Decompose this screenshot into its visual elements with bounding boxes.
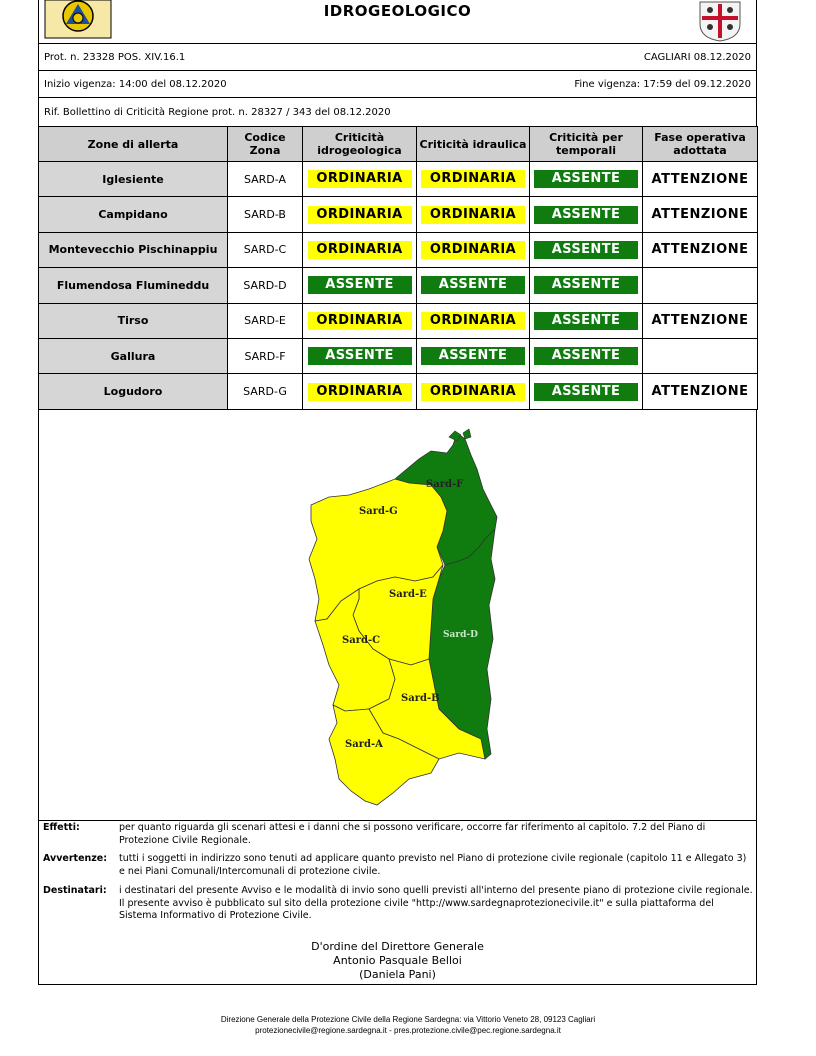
criticita-idrogeologica-badge-cell <box>303 232 417 267</box>
table-row <box>39 232 758 267</box>
table-row <box>39 338 758 373</box>
map-label-sard-a: Sard-A <box>345 739 383 750</box>
zone-name-cell <box>39 232 228 267</box>
criticita-idraulica-badge-cell <box>417 197 530 232</box>
criticita-temporali-badge: ASSENTE <box>534 312 638 330</box>
note-avvertenze <box>43 853 755 878</box>
protocol-number: Prot. n. 23328 POS. XIV.16.1 <box>44 51 186 63</box>
criticita-temporali-badge-cell <box>530 268 643 303</box>
criticita-idrogeologica-badge: ORDINARIA <box>308 241 412 259</box>
zone-name-cell <box>39 197 228 232</box>
zone-code: SARD-D <box>243 278 287 292</box>
operative-phase-cell <box>643 197 758 232</box>
zone-code: SARD-A <box>243 172 287 186</box>
operative-phase-cell <box>643 303 758 338</box>
signature-line-3: (Daniela Pani) <box>359 968 436 981</box>
zone-code-cell <box>228 162 303 197</box>
criticita-idraulica-badge-cell <box>417 232 530 267</box>
header-zone: Zone di allerta <box>39 127 228 162</box>
criticita-idraulica-badge: ORDINARIA <box>421 170 525 188</box>
bulletin-reference: Rif. Bollettino di Criticità Regione prot. n. 28327 / 343 del 08.12.2020 <box>44 106 391 118</box>
criticita-temporali-badge-cell <box>530 374 643 409</box>
notes-section <box>38 821 757 985</box>
zone-code: SARD-B <box>244 208 286 222</box>
validity-start: Inizio vigenza: 14:00 del 08.12.2020 <box>44 78 227 90</box>
zone-code-cell <box>228 374 303 409</box>
header-idraulica: Criticità idraulica <box>417 127 530 162</box>
criticita-idraulica-badge: ORDINARIA <box>421 383 525 401</box>
criticita-idrogeologica-badge: ORDINARIA <box>308 383 412 401</box>
criticita-temporali-badge: ASSENTE <box>534 206 638 224</box>
zone-code: SARD-C <box>243 243 287 257</box>
table-row <box>39 197 758 232</box>
alert-zones-table <box>38 126 758 410</box>
criticita-idraulica-badge: ORDINARIA <box>421 206 525 224</box>
zone-code-cell <box>228 338 303 373</box>
zone-name: Logudoro <box>103 385 163 399</box>
criticita-idrogeologica-badge: ORDINARIA <box>308 206 412 224</box>
signature-block <box>39 940 756 982</box>
map-label-sard-d: Sard-D <box>443 630 478 640</box>
protocol-row <box>38 44 757 71</box>
note-effetti-label: Effetti: <box>43 822 80 833</box>
criticita-idraulica-badge-cell <box>417 374 530 409</box>
criticita-temporali-badge: ASSENTE <box>534 276 638 294</box>
zone-name: Campidano <box>98 208 168 222</box>
criticita-idrogeologica-badge: ORDINARIA <box>308 312 412 330</box>
operative-phase-cell <box>643 232 758 267</box>
reference-row <box>38 98 757 126</box>
note-effetti-text: per quanto riguarda gli scenari attesi e i danni che si possono verificare, occorre far riferimento al capitolo. 7.2 del Piano di Protezione Civile Regionale. <box>119 822 706 846</box>
place-date: CAGLIARI 08.12.2020 <box>643 51 751 63</box>
criticita-idrogeologica-badge: ORDINARIA <box>308 170 412 188</box>
zone-code: SARD-F <box>244 349 286 363</box>
table-row <box>39 303 758 338</box>
page-title: IDROGEOLOGICO <box>323 2 472 20</box>
note-effetti <box>43 822 755 847</box>
table-header-row <box>39 127 758 162</box>
operative-phase: ATTENZIONE <box>651 242 749 258</box>
table-row <box>39 268 758 303</box>
note-destinatari <box>43 885 755 923</box>
zone-name: Montevecchio Pischinappiu <box>48 243 218 257</box>
table-row <box>39 374 758 409</box>
criticita-temporali-badge: ASSENTE <box>534 347 638 365</box>
operative-phase-cell <box>643 338 758 373</box>
table-row <box>39 162 758 197</box>
operative-phase: ATTENZIONE <box>651 384 749 400</box>
zone-name-cell <box>39 374 228 409</box>
page-footer <box>0 1014 816 1036</box>
operative-phase: ATTENZIONE <box>651 171 749 187</box>
zone-name-cell <box>39 303 228 338</box>
footer-address: Direzione Generale della Protezione Civile della Regione Sardegna: via Vittorio Veneto 28, 09123 Cagliari <box>220 1015 596 1024</box>
sardinia-map <box>39 409 758 821</box>
criticita-temporali-badge-cell <box>530 232 643 267</box>
zone-code-cell <box>228 303 303 338</box>
footer-emails: protezionecivile@regione.sardegna.it - pres.protezione.civile@pec.regione.sardegna.it <box>255 1026 561 1035</box>
zone-code: SARD-G <box>243 385 287 399</box>
operative-phase: ATTENZIONE <box>651 313 749 329</box>
zone-name-cell <box>39 268 228 303</box>
criticita-idrogeologica-badge-cell <box>303 268 417 303</box>
note-destinatari-text: i destinatari del presente Avviso e le modalità di invio sono quelli previsti all'interno del presente piano di protezione civile regionale. Il presente avviso è pubblicato sul sito della protezione civile "http://www.sardegnaprotezionecivile.it" e sulla piattaforma del Sistema Informativo di Protezione Civile. <box>119 885 753 921</box>
sardinia-coat-of-arms-icon <box>688 0 752 42</box>
map-label-sard-b: Sard-B <box>401 693 440 704</box>
map-label-sard-e: Sard-E <box>389 589 427 600</box>
map-label-sard-f: Sard-F <box>426 479 464 490</box>
criticita-idrogeologica-badge-cell <box>303 303 417 338</box>
criticita-temporali-badge: ASSENTE <box>534 241 638 259</box>
criticita-idrogeologica-badge-cell <box>303 197 417 232</box>
zone-code-cell <box>228 197 303 232</box>
criticita-idraulica-badge-cell <box>417 338 530 373</box>
criticita-temporali-badge: ASSENTE <box>534 383 638 401</box>
zone-code: SARD-E <box>244 314 286 328</box>
zone-name-cell <box>39 162 228 197</box>
alert-map <box>38 409 757 821</box>
criticita-idraulica-badge: ORDINARIA <box>421 312 525 330</box>
criticita-idrogeologica-badge: ASSENTE <box>308 276 412 294</box>
validity-end: Fine vigenza: 17:59 del 09.12.2020 <box>574 78 751 90</box>
zone-name: Flumendosa Flumineddu <box>56 278 210 292</box>
operative-phase: ATTENZIONE <box>651 207 749 223</box>
criticita-temporali-badge-cell <box>530 197 643 232</box>
criticita-idraulica-badge-cell <box>417 162 530 197</box>
criticita-idrogeologica-badge-cell <box>303 374 417 409</box>
criticita-idrogeologica-badge-cell <box>303 338 417 373</box>
header-temporali: Criticità per temporali <box>530 127 643 162</box>
criticita-idrogeologica-badge-cell <box>303 162 417 197</box>
header-idrogeologica: Criticità idrogeologica <box>303 127 417 162</box>
criticita-temporali-badge-cell <box>530 303 643 338</box>
signature-line-1: D'ordine del Direttore Generale <box>311 940 484 953</box>
criticita-idraulica-badge-cell <box>417 303 530 338</box>
signature-line-2: Antonio Pasquale Belloi <box>333 954 462 967</box>
note-destinatari-label: Destinatari: <box>43 885 107 896</box>
operative-phase-cell <box>643 374 758 409</box>
note-avvertenze-text: tutti i soggetti in indirizzo sono tenuti ad applicare quanto previsto nel Piano di protezione civile regionale (capitolo 11 e Allegato 3) e nei Piani Comunali/Intercomunali di protezione civile. <box>119 853 747 877</box>
criticita-temporali-badge-cell <box>530 162 643 197</box>
operative-phase-cell <box>643 162 758 197</box>
map-label-sard-g: Sard-G <box>359 506 398 517</box>
operative-phase-cell <box>643 268 758 303</box>
criticita-idraulica-badge: ORDINARIA <box>421 241 525 259</box>
note-avvertenze-label: Avvertenze: <box>43 853 108 864</box>
criticita-idraulica-badge: ASSENTE <box>421 276 525 294</box>
criticita-idrogeologica-badge: ASSENTE <box>308 347 412 365</box>
criticita-temporali-badge: ASSENTE <box>534 170 638 188</box>
document-header <box>38 0 757 44</box>
header-phase: Fase operativa adottata <box>643 127 758 162</box>
criticita-idraulica-badge-cell <box>417 268 530 303</box>
zone-name: Iglesiente <box>102 172 164 186</box>
zone-code-cell <box>228 232 303 267</box>
validity-row <box>38 71 757 98</box>
zone-name: Gallura <box>110 349 156 363</box>
zone-name-cell <box>39 338 228 373</box>
criticita-idraulica-badge: ASSENTE <box>421 347 525 365</box>
criticita-temporali-badge-cell <box>530 338 643 373</box>
zone-name: Tirso <box>117 314 149 328</box>
zone-code-cell <box>228 268 303 303</box>
map-label-sard-c: Sard-C <box>342 635 381 646</box>
header-code: Codice Zona <box>228 127 303 162</box>
